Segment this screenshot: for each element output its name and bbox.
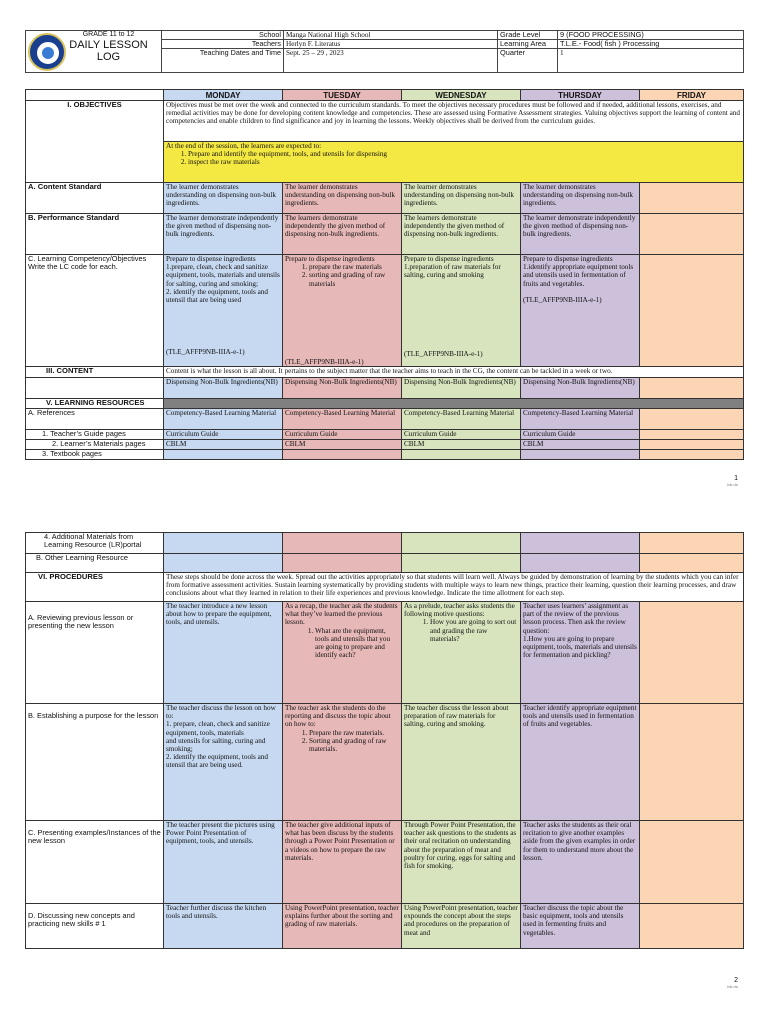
performance-standard-tuesday: The learners demonstrate independently the given method of dispensing non-bulk ingredients.	[283, 214, 402, 255]
procedure-c-tuesday: The teacher give additional inputs of what has been discuss by the students through a Power Point Presentation or a videos on how to prepare the raw materials.	[283, 821, 402, 904]
page-number-2	[727, 978, 738, 990]
procedure-d-thursday: Teacher discuss the topic about the basic equipment, tools and utensils used in fermenting fruits and vegetables.	[521, 904, 640, 949]
learner-materials-thursday: CBLM	[521, 440, 640, 450]
learning-resources-label: V. LEARNING RESOURCES	[26, 399, 164, 409]
day-thursday: THURSDAY	[521, 90, 640, 101]
procedure-a-wednesday-item: 1. How you are going to sort out and grading the raw materials?	[430, 618, 518, 643]
page-footer-1: lnk.do	[727, 482, 738, 487]
textbook-wednesday	[402, 450, 521, 460]
dates-label: Teaching Dates and Time	[162, 49, 284, 73]
competency-tuesday-item: 1. prepare the raw materials	[309, 263, 399, 271]
procedure-d-label: D. Discussing new concepts and practicing new skills # 1	[26, 904, 164, 949]
content-label: III. CONTENT	[26, 367, 164, 378]
grade-line: GRADE 11 to 12	[82, 31, 135, 38]
procedure-c-wednesday: Through Power Point Presentation, the teacher ask questions to the students as their oral recitation on understanding about the preparation of meat and poultry for curing, eggs for salting and fish for smoking.	[402, 821, 521, 904]
procedure-a-tuesday-lead: As a recap, the teacher ask the students what they’ve learned the previous lesson.	[285, 602, 398, 627]
additional-monday	[164, 533, 283, 554]
day-header-blank	[26, 90, 164, 101]
teacher-guide-thursday: Curriculum Guide	[521, 430, 640, 440]
procedure-b-tuesday-lead: The teacher ask the students do the reporting and discuss the topic about on how to:	[285, 704, 391, 729]
additional-thursday	[521, 533, 640, 554]
teacher-guide-label: 1. Teacher’s Guide pages	[26, 430, 164, 440]
content-friday	[640, 378, 744, 399]
procedure-a-friday	[640, 602, 744, 704]
teacher-guide-monday: Curriculum Guide	[164, 430, 283, 440]
procedure-c-label: C. Presenting examples/Instances of the new lesson	[26, 821, 164, 904]
procedure-d-tuesday: Using PowerPoint presentation, teacher explains further about the sorting and grading of raw materials.	[283, 904, 402, 949]
procedure-b-label: B. Establishing a purpose for the lesson	[26, 704, 164, 821]
procedure-a-tuesday	[283, 602, 402, 704]
procedure-c-thursday: Teacher asks the students as their oral recitation to give another examples aside from the given examples in order for them to understand more about the lesson.	[521, 821, 640, 904]
teacher-guide-tuesday: Curriculum Guide	[283, 430, 402, 440]
procedure-a-thursday: Teacher uses learners’ assignment as part of the review of the previous lesson process. Then ask the review question: 1.How you are going to prepare equipment, tools, materials and utensils for fermentation and pickling?	[521, 602, 640, 704]
procedures-text: These steps should be done across the week. Spread out the activities appropriately so that students will learn well. Always be guided by demonstration of learning by the students which you can infer from formative assessment activities. Sustain learning systematically by providing students with multiple ways to learn new things, practice their learning, question their learning processes, and draw conclusions about what they learned in relation to their life experiences and previous knowledge. Indicate the time allotment for each step.	[164, 573, 744, 602]
page-1	[0, 0, 768, 500]
competency-monday-code: (TLE_AFFP9NB-IIIA-e-1)	[166, 347, 245, 356]
references-thursday: Competency-Based Learning Material	[521, 409, 640, 430]
quarter-value: 1	[558, 49, 744, 73]
procedure-b-friday	[640, 704, 744, 821]
teacher-guide-friday	[640, 430, 744, 440]
competency-monday-text: Prepare to dispense ingredients 1.prepare, clean, check and sanitize equipment, tools, materials and utensils for salting, curing and smoking; 2. identify the equipment, tools and utensil that are being used	[166, 255, 280, 305]
objective-item: 1. Prepare and identify the equipment, tools, and utensils for dispensing	[188, 150, 741, 158]
learning-area-value: T.L.E.- Food( fish ) Processing	[558, 40, 744, 49]
page-2	[0, 528, 768, 1024]
procedure-b-wednesday: The teacher discuss the lesson about preparation of raw materials for salting, curing and smoking.	[402, 704, 521, 821]
procedure-a-monday: The teacher introduce a new lesson about how to prepare the equipment, tools, and utensils.	[164, 602, 283, 704]
procedure-b-tuesday-item: 2. Sorting and grading of raw materials.	[309, 737, 399, 753]
performance-standard-monday: The learner demonstrate independently the given method of dispensing non-bulk ingredients.	[164, 214, 283, 255]
day-wednesday: WEDNESDAY	[402, 90, 521, 101]
additional-friday	[640, 533, 744, 554]
competency-wednesday	[402, 255, 521, 367]
procedure-c-monday: The teacher present the pictures using Power Point Presentation of equipment, tools, and utensils.	[164, 821, 283, 904]
page-number-2-value: 2	[734, 977, 738, 984]
other-tuesday	[283, 554, 402, 573]
textbook-label: 3. Textbook pages	[26, 450, 164, 460]
learning-resources-bar	[164, 399, 744, 409]
objectives-text: Objectives must be met over the week and connected to the curriculum standards. To meet the objectives necessary procedures must be followed and if needed, additional lessons, exercises, and remedial activities may be done for developing content knowledge and competencies. These are assessed using Formative Assessment strategies. Valuing objectives support the learning of content and competencies and enable children to find significance and joy in learning the lessons. Weekly objectives shall be derived from the curriculum guides.	[164, 101, 744, 142]
day-header-row	[26, 90, 744, 101]
performance-standard-friday	[640, 214, 744, 255]
references-monday: Competency-Based Learning Material	[164, 409, 283, 430]
procedure-b-tuesday	[283, 704, 402, 821]
competency-tuesday-item: 2. sorting and grading of raw materials	[309, 271, 399, 287]
objective-item: 2. inspect the raw materials	[188, 158, 741, 166]
references-label: A. References	[26, 409, 164, 430]
objectives-lead: At the end of the session, the learners are expected to:	[166, 142, 322, 150]
content-standard-thursday: The learner demonstrates understanding on dispensing non-bulk ingredients.	[521, 183, 640, 214]
content-monday: Dispensing Non-Bulk Ingredients(NB)	[164, 378, 283, 399]
lesson-table-page-1	[25, 89, 744, 460]
learner-materials-tuesday: CBLM	[283, 440, 402, 450]
competency-tuesday-code: (TLE_AFFP9NB-IIIA-e-1)	[285, 357, 364, 366]
procedure-a-wednesday	[402, 602, 521, 704]
competency-thursday-text: Prepare to dispense ingredients 1.identify appropriate equipment tools and utensils used in fermentation of fruits and vegetables.	[523, 255, 634, 288]
content-thursday: Dispensing Non-Bulk Ingredients(NB)	[521, 378, 640, 399]
procedure-b-thursday: Teacher identify appropriate equipment tools and utensils used in fermentation of fruits and vegetables.	[521, 704, 640, 821]
title-line-2: LOG	[96, 51, 121, 63]
teachers-label: Teachers	[162, 40, 284, 49]
day-tuesday: TUESDAY	[283, 90, 402, 101]
references-friday	[640, 409, 744, 430]
competency-wednesday-code: (TLE_AFFP9NB-IIIA-e-1)	[404, 349, 483, 358]
content-standard-wednesday: The learner demonstrates understanding on dispensing non-bulk ingredients.	[402, 183, 521, 214]
competency-friday	[640, 255, 744, 367]
content-standard-friday	[640, 183, 744, 214]
other-thursday	[521, 554, 640, 573]
competency-thursday	[521, 255, 640, 367]
procedures-label: VI. PROCEDURES	[26, 573, 164, 602]
learning-area-label: Learning Area	[498, 40, 558, 49]
procedure-c-friday	[640, 821, 744, 904]
competency-thursday-code: (TLE_AFFP9NB-IIIA-e-1)	[523, 295, 602, 304]
procedure-d-wednesday: Using PowerPoint presentation, teacher expounds the concept about the steps and procedures on the preparation of meat and	[402, 904, 521, 949]
procedure-d-friday	[640, 904, 744, 949]
page-number-1	[727, 476, 738, 488]
content-wednesday: Dispensing Non-Bulk Ingredients(NB)	[402, 378, 521, 399]
procedure-b-tuesday-item: 1. Prepare the raw materials.	[309, 729, 399, 737]
textbook-friday	[640, 450, 744, 460]
content-standard-label: A. Content Standard	[26, 183, 164, 214]
content-text: Content is what the lesson is all about. It pertains to the subject matter that the teacher aims to teach in the CG, the content can be tackled in a week or two.	[164, 367, 744, 378]
day-friday: FRIDAY	[640, 90, 744, 101]
content-standard-monday: The learner demonstrates understanding on dispensing non-bulk ingredients.	[164, 183, 283, 214]
competency-monday	[164, 255, 283, 367]
additional-materials-label: 4. Additional Materials from Learning Resource (LR)portal	[26, 533, 164, 554]
additional-tuesday	[283, 533, 402, 554]
competency-tuesday	[283, 255, 402, 367]
lesson-table-page-2	[25, 532, 744, 949]
additional-wednesday	[402, 533, 521, 554]
competency-tuesday-lead: Prepare to dispense ingredients	[285, 255, 375, 263]
content-blank	[26, 378, 164, 399]
procedure-d-monday: Teacher further discuss the kitchen tools and utensils.	[164, 904, 283, 949]
other-monday	[164, 554, 283, 573]
performance-standard-thursday: The learner demonstrate independently the given method of dispensing non-bulk ingredients.	[521, 214, 640, 255]
dates-value: Sept. 25 – 29 , 2023	[284, 49, 498, 73]
school-value: Manga National High School	[284, 31, 498, 40]
page-footer-2: lnk.do	[727, 984, 738, 989]
procedure-a-label: A. Reviewing previous lesson or presenting the new lesson	[26, 602, 164, 704]
content-standard-tuesday: The learner demonstrates understanding on dispensing non-bulk ingredients.	[283, 183, 402, 214]
quarter-label: Quarter	[498, 49, 558, 73]
objectives-label: I. OBJECTIVES	[26, 101, 164, 183]
teacher-guide-wednesday: Curriculum Guide	[402, 430, 521, 440]
other-friday	[640, 554, 744, 573]
other-resource-label: B. Other Learning Resource	[26, 554, 164, 573]
teachers-value: Herlyn F. Literatus	[284, 40, 498, 49]
learner-materials-friday	[640, 440, 744, 450]
performance-standard-wednesday: The learners demonstrate independently the given method of dispensing non-bulk ingredients.	[402, 214, 521, 255]
page-number-1-value: 1	[734, 475, 738, 482]
performance-standard-label: B. Performance Standard	[26, 214, 164, 255]
other-wednesday	[402, 554, 521, 573]
references-wednesday: Competency-Based Learning Material	[402, 409, 521, 430]
objectives-list-cell	[164, 142, 744, 183]
day-monday: MONDAY	[164, 90, 283, 101]
learner-materials-wednesday: CBLM	[402, 440, 521, 450]
school-label: School	[162, 31, 284, 40]
procedure-b-monday: The teacher discuss the lesson on how to: 1. prepare, clean, check and sanitize equipment, tools, materials and utensils for salting, curing and smoking; 2. identify the equipment, tools and utensil that are being used.	[164, 704, 283, 821]
grade-level-label: Grade Level	[498, 31, 558, 40]
deped-seal-logo	[28, 33, 66, 71]
procedure-a-wednesday-lead: As a prelude, teacher asks students the following motive questions:	[404, 602, 515, 619]
grade-level-value: 9 (FOOD PROCESSING)	[558, 31, 744, 40]
content-tuesday: Dispensing Non-Bulk Ingredients(NB)	[283, 378, 402, 399]
competency-label: C. Learning Competency/Objectives Write the LC code for each.	[26, 255, 164, 367]
procedure-a-tuesday-item: 1. What are the equipment, tools and utensils that you are going to prepare and identify each?	[315, 627, 399, 660]
title-line-1: DAILY LESSON	[69, 39, 148, 51]
learner-materials-monday: CBLM	[164, 440, 283, 450]
learner-materials-label: 2. Learner’s Materials pages	[26, 440, 164, 450]
textbook-monday	[164, 450, 283, 460]
textbook-tuesday	[283, 450, 402, 460]
competency-wednesday-text: Prepare to dispense ingredients 1.preparation of raw materials for salting, curing and smoking	[404, 255, 501, 280]
references-tuesday: Competency-Based Learning Material	[283, 409, 402, 430]
textbook-thursday	[521, 450, 640, 460]
header-table	[25, 30, 744, 73]
